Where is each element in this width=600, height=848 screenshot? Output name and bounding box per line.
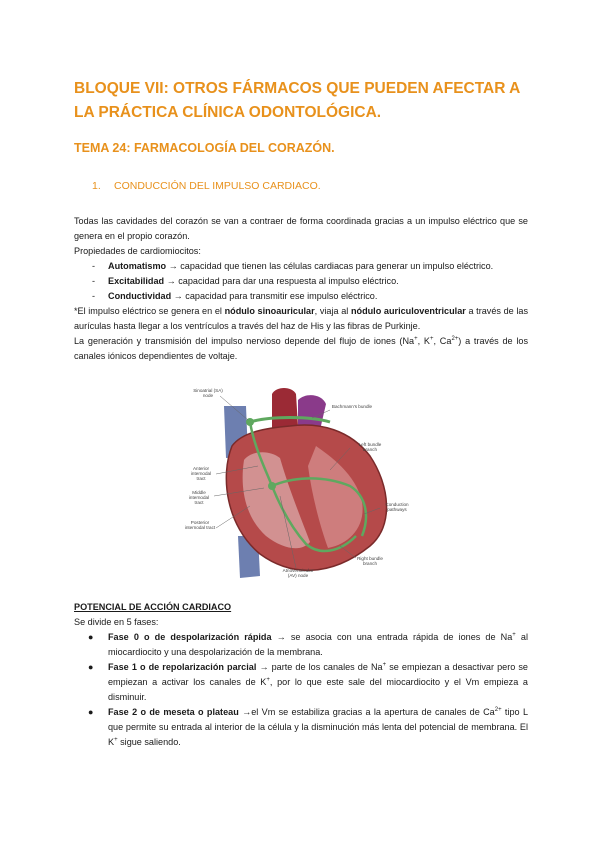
list-item: ● Fase 2 o de meseta o plateau →el Vm se estabiliza gracias a la apertura de canales de $Ca^{2+}$ tipo L que permite su entrada al interior de la célula y la disminución más lenta del potencial de membrana. El K+ sigue saliendo. (88, 706, 529, 747)
section-title: CONDUCCIÓN DEL IMPULSO CARDIACO. (114, 180, 321, 192)
properties-list (74, 259, 528, 304)
property-desc: → capacidad para dar una respuesta al impulso eléctrico. (164, 276, 399, 286)
topic-heading: TEMA 24: FARMACOLOGÍA DEL CORAZÓN. (74, 141, 335, 155)
intro-paragraph: Todas las cavidades del corazón se van a contraer de forma coordinada gracias a un impulso eléctrico que se genera en el propio corazón. (74, 216, 528, 241)
properties-title: Propiedades de cardiomiocitos: (74, 246, 201, 256)
aorta-shape (272, 388, 298, 430)
figure-label-av: Atrioventricular (AV) node (282, 568, 314, 578)
list-item: ● Fase 0 o de despolarización rápida → se asocia con una entrada rápida de iones de Na+ al miocardiocito y una despolarización de la membrana. (88, 631, 529, 657)
figure-label-anterior: Anterior internodal tract (190, 466, 212, 481)
property-desc: → capacidad que tienen las células cardiacas para generar un impulso eléctrico. (166, 261, 494, 271)
list-item: - Conductividad → capacidad para transmitir ese impulso eléctrico. (92, 291, 378, 301)
figure-label-purkinje: Conduction pathways (385, 502, 409, 512)
av-node-mark (268, 482, 276, 490)
property-term: Conductividad (108, 291, 172, 301)
intro-block (74, 214, 528, 364)
figure-label-sa: Sinoatrial (SA) node (193, 388, 223, 398)
figure-label-rbb: Right bundle branch (357, 556, 383, 566)
list-item: ● Fase 1 o de repolarización parcial → parte de los canales de Na+ se empiezan a desactivar pero se empiezan a activar los canales de K+, por lo que este sale del miocardiocito y el Vm empieza a disminuir. (88, 661, 528, 702)
heart-conduction-figure (180, 386, 420, 582)
heart-illustration (180, 386, 420, 582)
block-heading: BLOQUE VII: OTROS FÁRMACOS QUE PUEDEN AFECTAR A LA PRÁCTICA CLÍNICA ODONTOLÓGICA. (74, 80, 520, 121)
action-potential-block (74, 600, 528, 750)
list-item: - Excitabilidad → capacidad para dar una respuesta al impulso eléctrico. (92, 276, 399, 286)
list-item: - Automatismo → capacidad que tienen las células cardiacas para generar un impulso eléctrico. (92, 261, 494, 271)
figure-label-bachmann: Bachmann's bundle (331, 404, 373, 409)
section-heading (92, 178, 321, 194)
property-desc: → capacidad para transmitir ese impulso eléctrico. (171, 291, 378, 301)
action-potential-title: POTENCIAL DE ACCIÓN CARDIACO (74, 602, 232, 612)
property-term: Excitabilidad (108, 276, 165, 286)
figure-label-middle: Middle internodal tract (188, 490, 210, 505)
section-number: 1. (92, 180, 101, 192)
impulse-note: *El impulso eléctrico se genera en el nódulo sinoauricular, viaja al nódulo auriculoventricular a través de las aurículas hasta llegar a los ventrículos a través del haz de His y las fibras de Purkinje. (74, 306, 529, 331)
figure-label-his: Left bundle branch (358, 442, 382, 452)
phases-intro: Se divide en 5 fases: (74, 617, 159, 627)
ion-paragraph: La generación y transmisión del impulso nervioso depende del flujo de iones (Na+, K+, $Ca^{2+}$) a través de los canales iónicos dependientes de voltaje. (74, 335, 528, 361)
phases-list (74, 630, 528, 750)
figure-label-posterior: Posterior internodal tract (184, 520, 216, 530)
property-term: Automatismo (108, 261, 167, 271)
